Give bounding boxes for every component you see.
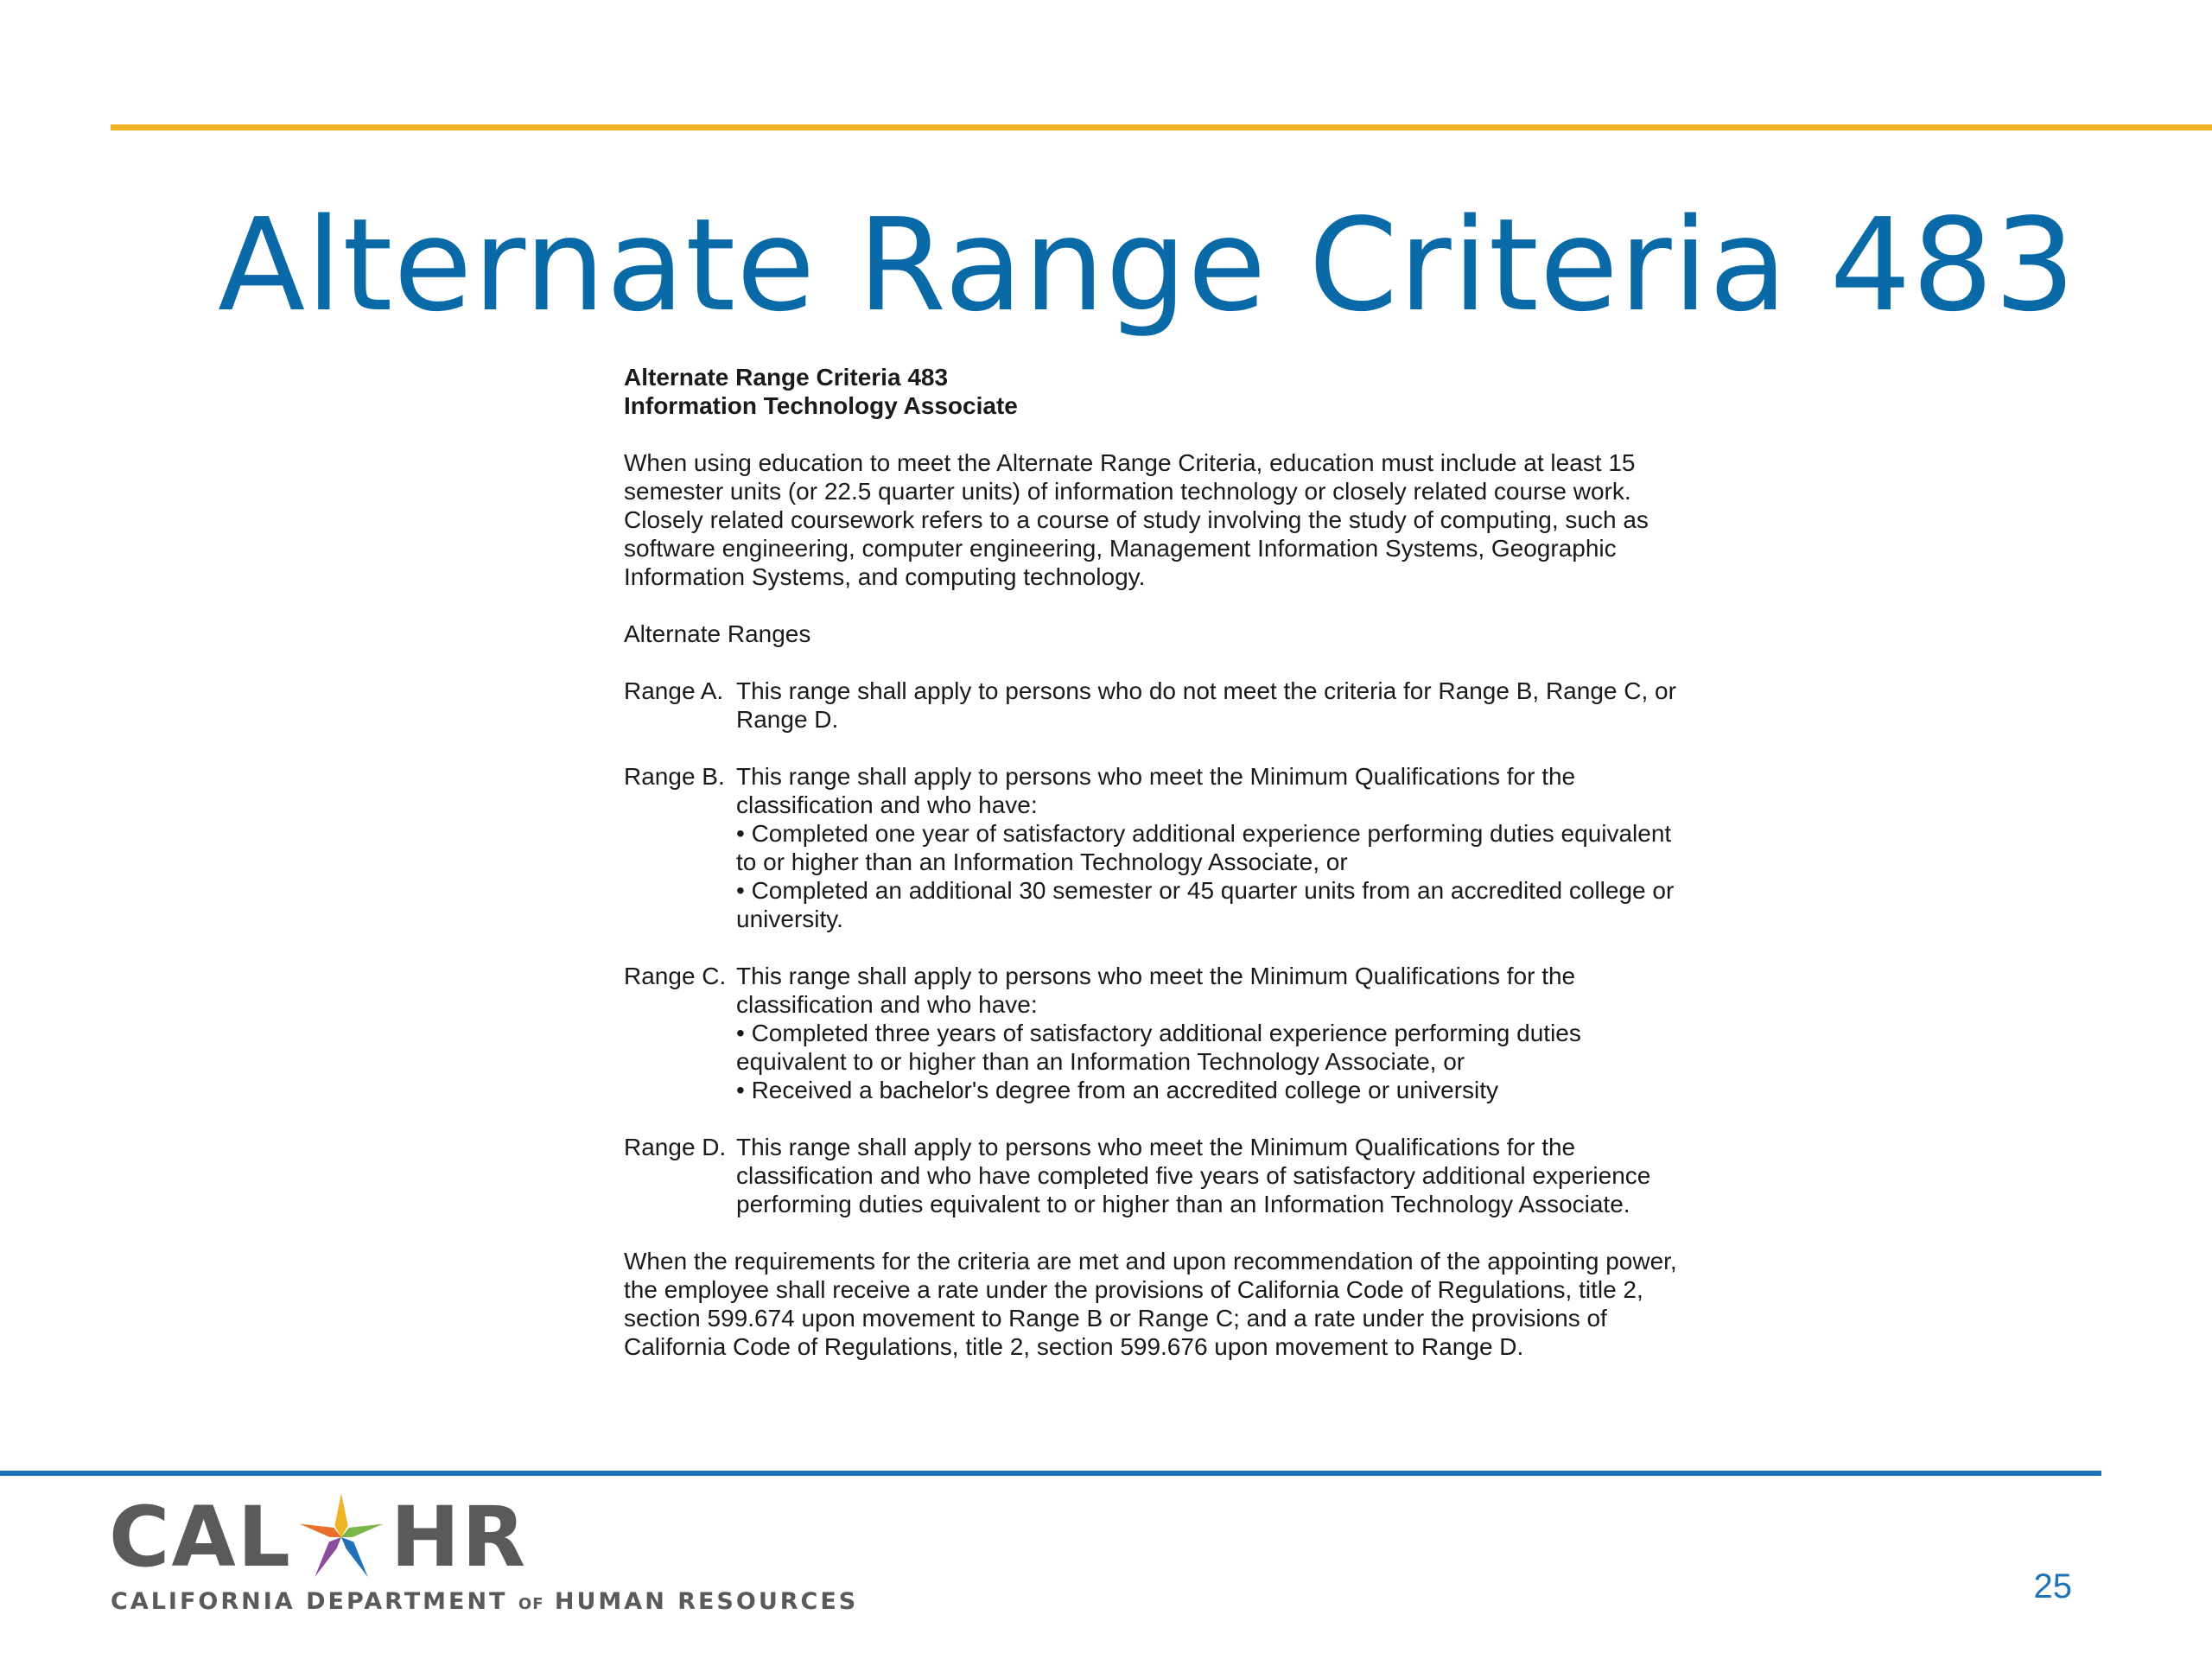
top-accent-rule <box>111 124 2212 130</box>
calhr-logo <box>109 1489 859 1619</box>
logo-subtitle <box>111 1588 858 1615</box>
logo-text-hr: HR <box>390 1489 528 1586</box>
range-body <box>736 962 1678 1104</box>
range-label: Range A. <box>624 677 724 704</box>
range-c <box>624 962 1678 1104</box>
range-body <box>736 762 1678 933</box>
logo-text-cal: CAL <box>109 1489 292 1586</box>
logo-wordmark <box>109 1490 527 1585</box>
range-label: Range B. <box>624 763 725 790</box>
range-body <box>736 1133 1678 1218</box>
alternate-ranges-label: Alternate Ranges <box>624 620 811 647</box>
page-number: 25 <box>2033 1567 2072 1605</box>
range-label: Range D. <box>624 1134 727 1160</box>
logo-subtitle-part1: CALIFORNIA DEPARTMENT <box>111 1588 508 1615</box>
range-label: Range C. <box>624 963 727 989</box>
document-heading-classification: Information Technology Associate <box>624 392 1018 419</box>
range-d <box>624 1133 1678 1218</box>
range-bullet: • Completed one year of satisfactory additional experience performing duties equivalent to or higher than an Information Technology Associate, or <box>736 820 1672 875</box>
document-heading-title: Alternate Range Criteria 483 <box>624 364 949 391</box>
closing-paragraph: When the requirements for the criteria are met and upon recommendation of the appointing power, the employee shall receive a rate under the provisions of California Code of Regulations, title 2, section 599.674 upon movement to Range B or Range C; and a rate under the provisions of California Code of Regulations, title 2, section 599.676 upon movement to Range D. <box>624 1248 1677 1360</box>
range-bullet: • Completed three years of satisfactory additional experience performing duties equivalent to or higher than an Information Technology Associate, or <box>736 1020 1581 1075</box>
criteria-document <box>624 363 1678 1361</box>
logo-subtitle-of: OF <box>518 1595 544 1613</box>
slide-title: Alternate Range Criteria 483 <box>218 191 2077 340</box>
range-a <box>624 677 1678 734</box>
logo-subtitle-part2: HUMAN RESOURCES <box>554 1588 859 1615</box>
range-body <box>736 677 1678 734</box>
range-bullet: • Completed an additional 30 semester or 45 quarter units from an accredited college or university. <box>736 877 1675 932</box>
range-text: This range shall apply to persons who meet the Minimum Qualifications for the classification and who have: <box>736 963 1576 1018</box>
range-text: This range shall apply to persons who meet the Minimum Qualifications for the classification and who have completed five years of satisfactory additional experience performing duties equivalent to or higher than an Information Technology Associate. <box>736 1134 1651 1217</box>
range-text: This range shall apply to persons who meet the Minimum Qualifications for the classification and who have: <box>736 763 1576 818</box>
bottom-accent-rule <box>0 1471 2101 1476</box>
range-b <box>624 762 1678 933</box>
intro-paragraph: When using education to meet the Alternate Range Criteria, education must include at least 15 semester units (or 22.5 quarter units) of information technology or closely related course work. Closely related coursework refers to a course of study involving the study of computing, such as software engineering, computer engineering, Management Information Systems, Geographic Information Systems, and computing technology. <box>624 449 1649 590</box>
range-text: This range shall apply to persons who do not meet the criteria for Range B, Range C, or Range D. <box>736 677 1676 733</box>
range-bullet: • Received a bachelor's degree from an accredited college or university <box>736 1077 1499 1103</box>
star-icon <box>294 1490 389 1585</box>
